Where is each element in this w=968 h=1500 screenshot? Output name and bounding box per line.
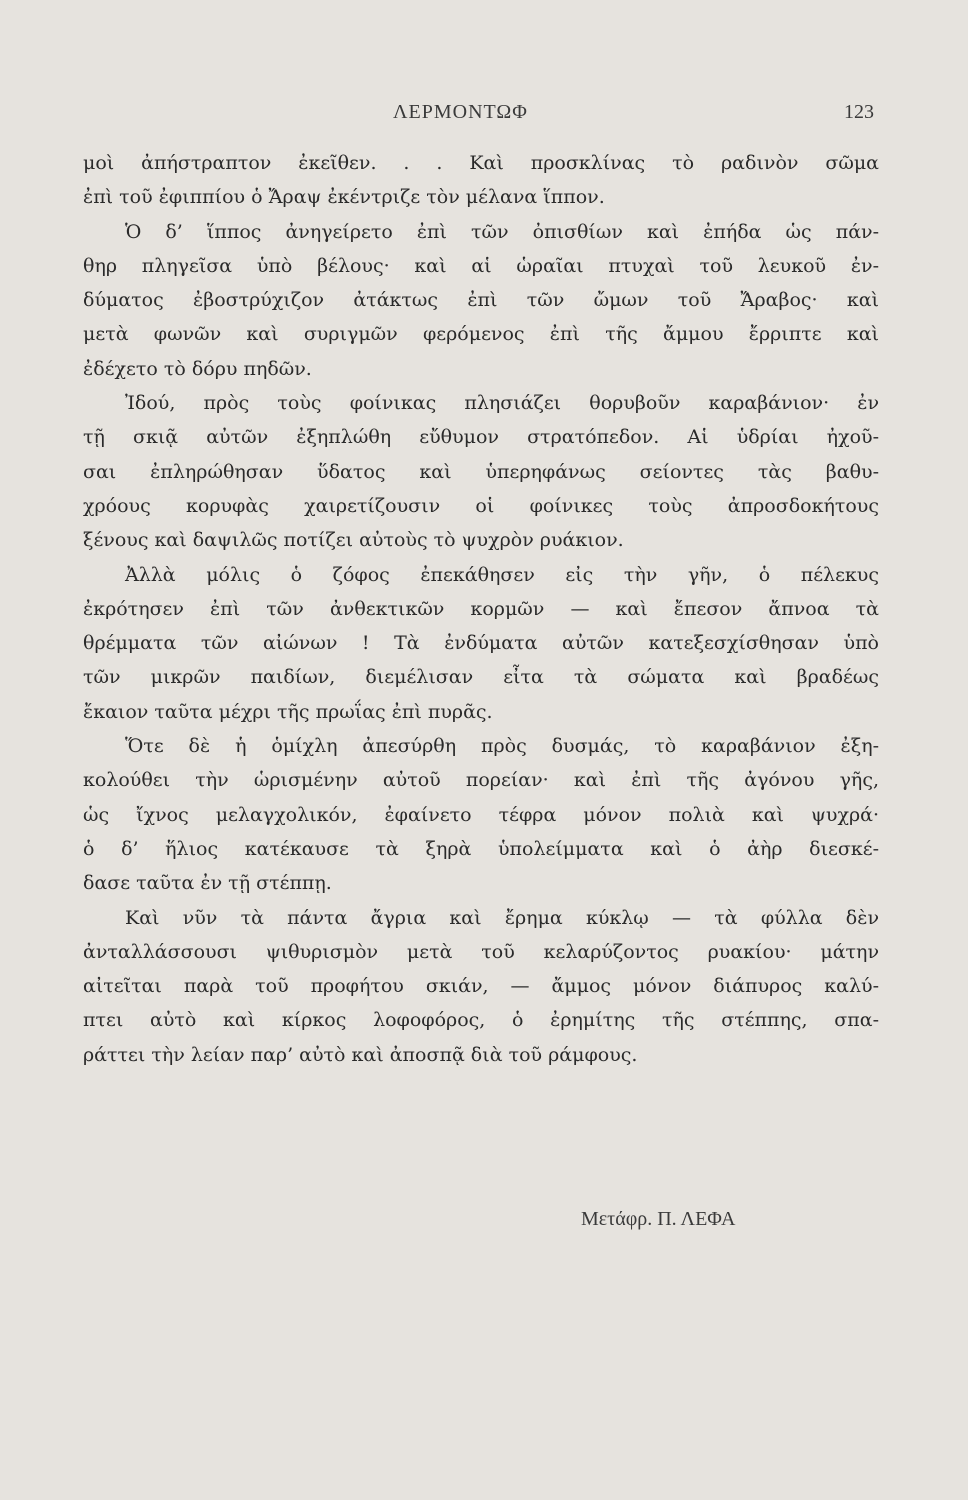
text-line: ἔκαιον ταῦτα μέχρι τῆς πρωΐας ἐπὶ πυρᾶς.	[83, 700, 493, 723]
text-line: τῇ σκιᾷ αὐτῶν ἐξηπλώθη εὔθυμον στρατόπεδον. Αἱ ὑδρίαι ἠχοῦ-	[83, 426, 879, 449]
text-line: σαι ἐπληρώθησαν ὕδατος καὶ ὑπερηφάνως σείοντες τὰς βαθυ-	[83, 460, 879, 483]
text-line: ἐκρότησεν ἐπὶ τῶν ἀνθεκτικῶν κορμῶν — καὶ ἔπεσον ἄπνοα τὰ	[83, 597, 879, 620]
text-line: μετὰ φωνῶν καὶ συριγμῶν φερόμενος ἐπὶ τῆς ἄμμου ἔρριπτε καὶ	[83, 323, 879, 346]
body-text	[83, 146, 879, 1072]
text-line: ράττει τὴν λείαν παρ’ αὐτὸ καὶ ἀποσπᾷ διὰ τοῦ ράμφους.	[83, 1043, 638, 1066]
text-line: δύματος ἐβοστρύχιζον ἀτάκτως ἐπὶ τῶν ὤμων τοῦ Ἄραβος· καὶ	[83, 289, 879, 312]
text-line: μοὶ ἀπήστραπτον ἐκεῖθεν. . . Καὶ προσκλίνας τὸ ραδινὸν σῶμα	[83, 152, 879, 174]
text-line: θρέμματα τῶν αἰώνων ! Τὰ ἐνδύματα αὐτῶν κατεξεσχίσθησαν ὑπὸ	[83, 632, 879, 655]
translator-signature: Μετάφρ. Π. ΛΕΦΑ	[581, 1208, 736, 1230]
text-line: Ἰδού, πρὸς τοὺς φοίνικας πλησιάζει θορυβοῦν καραβάνιον· ἐν	[125, 392, 879, 415]
text-line: Καὶ νῦν τὰ πάντα ἄγρια καὶ ἔρημα κύκλῳ — τὰ φύλλα δὲν	[125, 906, 879, 929]
text-line: ἐδέχετο τὸ δόρυ πηδῶν.	[83, 357, 312, 380]
text-line: δασε ταῦτα ἐν τῇ στέππῃ.	[83, 872, 332, 895]
text-line: θηρ πληγεῖσα ὑπὸ βέλους· καὶ αἱ ὡραῖαι πτυχαὶ τοῦ λευκοῦ ἐν-	[83, 254, 879, 277]
text-line: Ἀλλὰ μόλις ὁ ζόφος ἐπεκάθησεν εἰς τὴν γῆν, ὁ πέλεκυς	[125, 563, 879, 586]
text-line: τῶν μικρῶν παιδίων, διεμέλισαν εἶτα τὰ σώματα καὶ βραδέως	[83, 666, 879, 689]
text-line: ἐπὶ τοῦ ἐφιππίου ὁ Ἄραψ ἐκέντριζε τὸν μέλανα ἵππον.	[83, 186, 605, 209]
text-line: πτει αὐτὸ καὶ κίρκος λοφοφόρος, ὁ ἐρημίτης τῆς στέππης, σπα-	[83, 1009, 879, 1032]
text-line: ἀνταλλάσσουσι ψιθυρισμὸν μετὰ τοῦ κελαρύζοντος ρυακίου· μάτην	[83, 940, 879, 963]
text-line: ξένους καὶ δαψιλῶς ποτίζει αὐτοὺς τὸ ψυχρὸν ρυάκιον.	[83, 529, 624, 552]
text-line: χρόους κορυφὰς χαιρετίζουσιν οἱ φοίνικες τοὺς ἀπροσδοκήτους	[83, 494, 879, 517]
text-line: Ὁ δ’ ἵππος ἀνηγείρετο ἐπὶ τῶν ὀπισθίων καὶ ἐπήδα ὡς πάν-	[125, 220, 879, 243]
text-line: ὡς ἴχνος μελαγχολικόν, ἐφαίνετο τέφρα μόνον πολιὰ καὶ ψυχρά·	[83, 803, 879, 826]
text-line: ὁ δ’ ἥλιος κατέκαυσε τὰ ξηρὰ ὑπολείμματα καὶ ὁ ἀὴρ διεσκέ-	[83, 837, 879, 860]
text-line: αἰτεῖται παρὰ τοῦ προφήτου σκιάν, — ἄμμος μόνον διάπυρος καλύ-	[83, 975, 879, 998]
page-number: 123	[844, 101, 874, 123]
text-line: κολούθει τὴν ὡρισμένην αὐτοῦ πορείαν· καὶ ἐπὶ τῆς ἀγόνου γῆς,	[83, 769, 879, 792]
running-header-title: ΛΕΡΜΟΝΤΩΦ	[393, 101, 528, 123]
text-line: Ὅτε δὲ ἡ ὁμίχλη ἀπεσύρθη πρὸς δυσμάς, τὸ καραβάνιον ἐξη-	[125, 735, 879, 758]
